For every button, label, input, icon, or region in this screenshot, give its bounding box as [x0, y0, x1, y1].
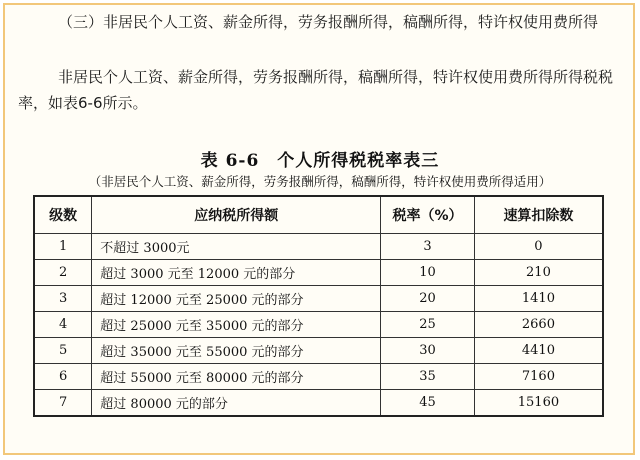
paragraph-body: 非居民个人工资、薪金所得，劳务报酬所得，稿酬所得，特许权使用费所得所得税税率，如表6-6所示。	[18, 68, 614, 112]
table-row	[34, 338, 603, 364]
cell-deduction: 210	[474, 260, 603, 286]
paragraph-heading: （三）非居民个人工资、薪金所得，劳务报酬所得，稿酬所得，特许权使用费所得	[58, 13, 599, 31]
cell-deduction: 1410	[474, 286, 603, 312]
cell-income: 超过 80000 元的部分	[92, 390, 381, 417]
table-row	[34, 364, 603, 390]
cell-rate: 20	[381, 286, 475, 312]
tax-rate-table	[33, 195, 604, 417]
cell-deduction: 15160	[474, 390, 603, 417]
table-row	[34, 390, 603, 417]
cell-rate: 25	[381, 312, 475, 338]
cell-deduction: 0	[474, 234, 603, 260]
cell-income: 超过 25000 元至 35000 元的部分	[92, 312, 381, 338]
header-tax-rate: 税率（%）	[381, 196, 475, 234]
cell-income: 超过 35000 元至 55000 元的部分	[92, 338, 381, 364]
table-row	[34, 286, 603, 312]
cell-level: 3	[34, 286, 92, 312]
cell-deduction: 2660	[474, 312, 603, 338]
table-row	[34, 260, 603, 286]
table-header-row	[34, 196, 603, 234]
cell-level: 1	[34, 234, 92, 260]
cell-level: 4	[34, 312, 92, 338]
header-quick-deduction: 速算扣除数	[474, 196, 603, 234]
table-row	[34, 312, 603, 338]
header-taxable-income: 应纳税所得额	[92, 196, 381, 234]
cell-income: 超过 55000 元至 80000 元的部分	[92, 364, 381, 390]
table-row	[34, 234, 603, 260]
cell-level: 6	[34, 364, 92, 390]
table-title: 表 6-6 个人所得税税率表三	[200, 151, 440, 171]
cell-level: 7	[34, 390, 92, 417]
cell-income: 不超过 3000元	[92, 234, 381, 260]
cell-deduction: 4410	[474, 338, 603, 364]
cell-rate: 35	[381, 364, 475, 390]
cell-deduction: 7160	[474, 364, 603, 390]
cell-income: 超过 3000 元至 12000 元的部分	[92, 260, 381, 286]
table-subtitle: （非居民个人工资、薪金所得，劳务报酬所得，稿酬所得，特许权使用费所得适用）	[88, 174, 552, 189]
cell-rate: 30	[381, 338, 475, 364]
cell-level: 5	[34, 338, 92, 364]
cell-level: 2	[34, 260, 92, 286]
cell-rate: 3	[381, 234, 475, 260]
cell-rate: 10	[381, 260, 475, 286]
cell-rate: 45	[381, 390, 475, 417]
cell-income: 超过 12000 元至 25000 元的部分	[92, 286, 381, 312]
header-level: 级数	[34, 196, 92, 234]
